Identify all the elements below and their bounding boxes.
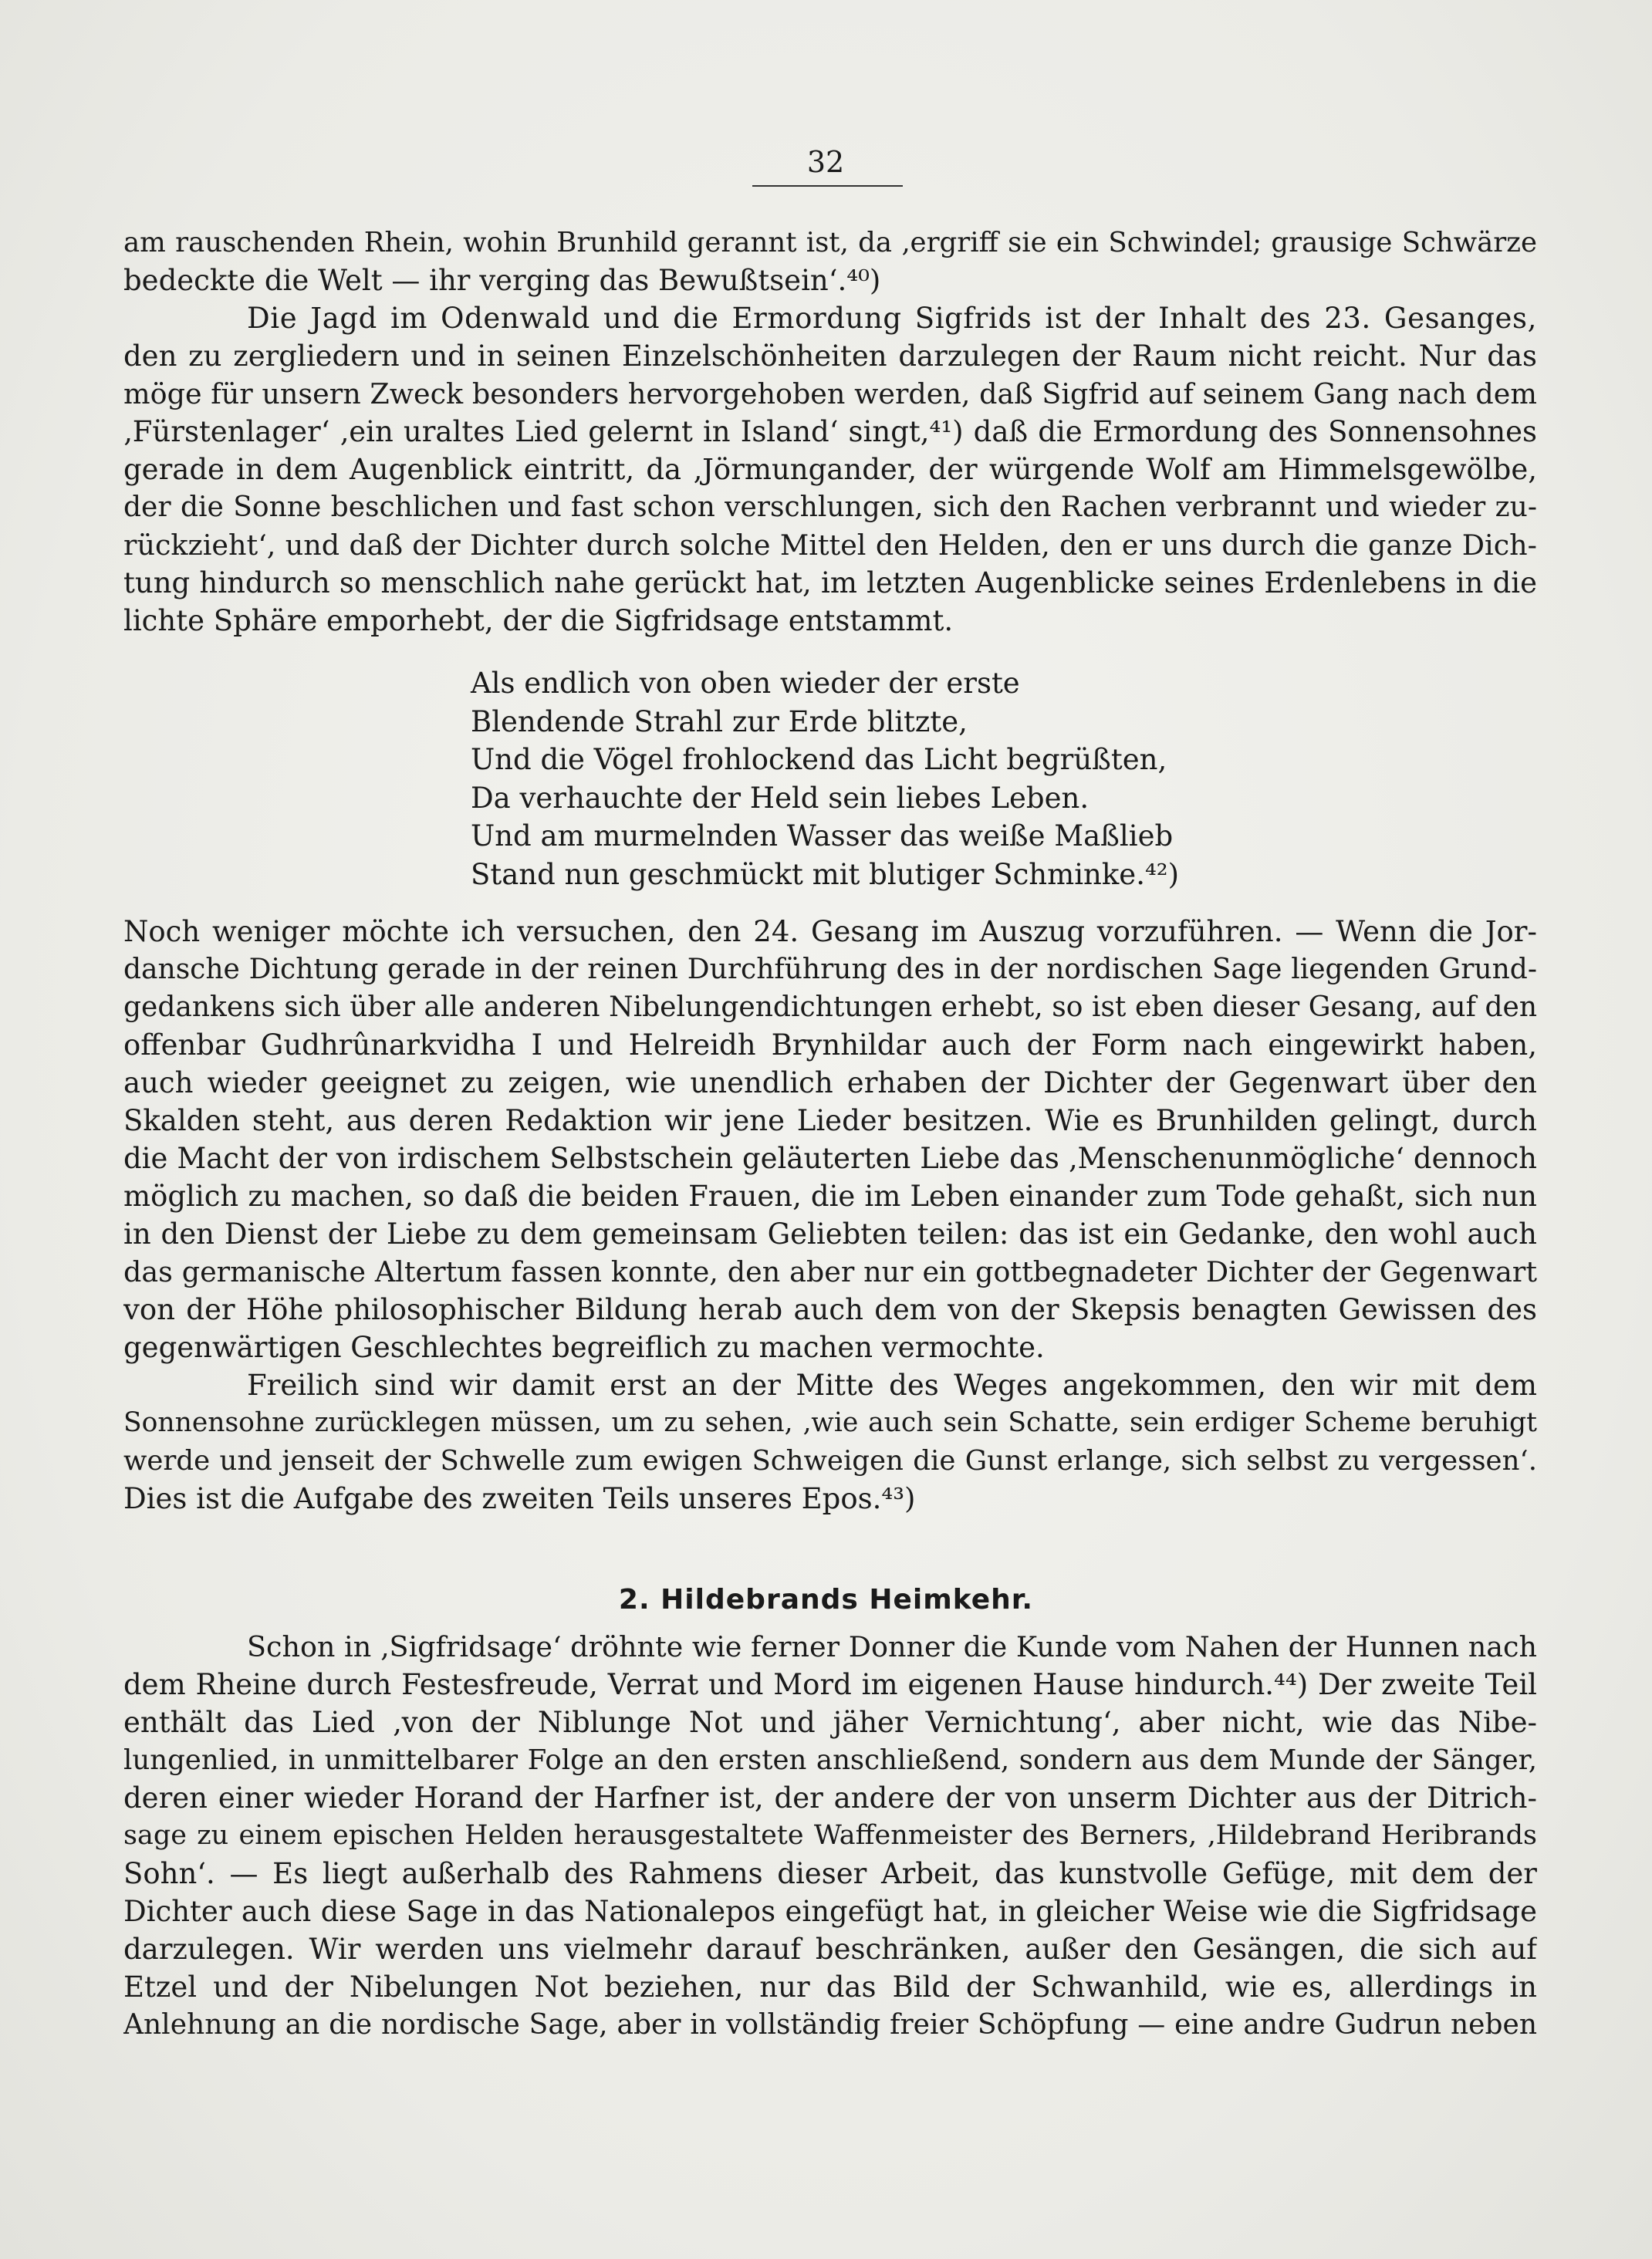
text-line: in den Dienst der Liebe zu dem gemeinsam Geliebten teilen: das ist ein Gedanke, den wohl auch bbox=[123, 1217, 1537, 1251]
verse-line: Stand nun geschmückt mit blutiger Schminke.⁴²) bbox=[471, 857, 1180, 891]
text-line: gedankens sich über alle anderen Nibelungendichtungen erhebt, so ist eben dieser Gesang, auf den bbox=[123, 991, 1537, 1023]
text-line: werde und jenseit der Schwelle zum ewigen Schweigen die Gunst erlange, sich selbst zu vergessen‘. bbox=[123, 1445, 1537, 1477]
verse-line: Als endlich von oben wieder der erste bbox=[471, 667, 1020, 700]
text-line: von der Höhe philosophischer Bildung herab auch dem von der Skepsis benagten Gewissen des bbox=[123, 1293, 1537, 1326]
text-line: enthält das Lied ‚von der Niblunge Not und jäher Vernichtung‘, aber nicht, wie das Nibe- bbox=[123, 1706, 1537, 1739]
verse-line: Blendende Strahl zur Erde blitzte, bbox=[471, 704, 968, 738]
text-line: tung hindurch so menschlich nahe gerückt hat, im letzten Augenblicke seines Erdenlebens in die bbox=[123, 566, 1537, 599]
text-line: gerade in dem Augenblick eintritt, da ‚Jörmungander, der würgende Wolf am Himmelsgewölbe, bbox=[123, 453, 1537, 486]
text-line: bedeckte die Welt — ihr verging das Bewußtsein‘.⁴⁰) bbox=[123, 264, 881, 297]
text-line: Die Jagd im Odenwald und die Ermordung Sigfrids ist der Inhalt des 23. Gesanges, bbox=[247, 302, 1537, 335]
text-line: Sonnensohne zurücklegen müssen, um zu sehen, ‚wie auch sein Schatte, sein erdiger Scheme beruhigt bbox=[123, 1407, 1537, 1438]
text-line: Noch weniger möchte ich versuchen, den 24. Gesang im Auszug vorzuführen. — Wenn die Jor- bbox=[123, 915, 1537, 948]
text-line: darzulegen. Wir werden uns vielmehr darauf beschränken, außer den Gesängen, die sich auf bbox=[123, 1933, 1537, 1966]
verse-line: Und am murmelnden Wasser das weiße Maßlieb bbox=[471, 819, 1174, 853]
text-line: die Macht der von irdischem Selbstschein geläuterten Liebe das ‚Menschenunmögliche‘ dennoch bbox=[123, 1142, 1537, 1175]
text-line: am rauschenden Rhein, wohin Brunhild gerannt ist, da ‚ergriff sie ein Schwindel; grausige Schwärze bbox=[123, 227, 1537, 258]
page-number-rule bbox=[752, 185, 903, 187]
text-line: Etzel und der Nibelungen Not beziehen, nur das Bild der Schwanhild, wie es, allerdings in bbox=[123, 1970, 1537, 2004]
text-line: offenbar Gudhrûnarkvidha I und Helreidh Brynhildar auch der Form nach eingewirkt haben, bbox=[123, 1028, 1537, 1062]
text-line: Dichter auch diese Sage in das Nationalepos eingefügt hat, in gleicher Weise wie die Sigfridsage bbox=[123, 1895, 1537, 1928]
text-line: dansche Dichtung gerade in der reinen Durchführung des in der nordischen Sage liegenden Grund- bbox=[123, 954, 1537, 985]
text-line: möge für unsern Zweck besonders hervorgehoben werden, daß Sigfrid auf seinem Gang nach dem bbox=[123, 377, 1537, 410]
paragraph-block-1 bbox=[123, 224, 1537, 640]
text-line: deren einer wieder Horand der Harfner ist, der andere der von unserm Dichter aus der Ditrich- bbox=[123, 1781, 1537, 1815]
text-line: Schon in ‚Sigfridsage‘ dröhnte wie ferner Donner die Kunde vom Nahen der Hunnen nach bbox=[247, 1630, 1537, 1663]
text-line: Sohn‘. — Es liegt außerhalb des Rahmens dieser Arbeit, das kunstvolle Gefüge, mit dem der bbox=[123, 1857, 1537, 1890]
text-line: dem Rheine durch Festesfreude, Verrat und Mord im eigenen Hause hindurch.⁴⁴) Der zweite Teil bbox=[123, 1668, 1537, 1701]
text-line: rückzieht‘, und daß der Dichter durch solche Mittel den Helden, den er uns durch die ganze Dich- bbox=[123, 528, 1537, 562]
verse-line: Da verhauchte der Held sein liebes Leben. bbox=[471, 781, 1090, 815]
paragraph-block-3 bbox=[123, 1628, 1537, 2044]
text-line: lichte Sphäre emporhebt, der die Sigfridsage entstammt. bbox=[123, 604, 954, 637]
text-line: Skalden steht, aus deren Redaktion wir jene Lieder besitzen. Wie es Brunhilden gelingt, durch bbox=[123, 1104, 1537, 1137]
text-line: Freilich sind wir damit erst an der Mitte des Weges angekommen, den wir mit dem bbox=[247, 1369, 1537, 1402]
verse-quotation bbox=[471, 664, 1179, 893]
text-line: den zu zergliedern und in seinen Einzelschönheiten darzulegen der Raum nicht reicht. Nur das bbox=[123, 339, 1537, 373]
text-line: gegenwärtigen Geschlechtes begreiflich zu machen vermochte. bbox=[123, 1331, 1045, 1364]
text-line: möglich zu machen, so daß die beiden Frauen, die im Leben einander zum Tode gehaßt, sich nun bbox=[123, 1180, 1537, 1213]
text-line: das germanische Altertum fassen konnte, den aber nur ein gottbegnadeter Dichter der Gegenwart bbox=[123, 1255, 1537, 1288]
text-line: lungenlied, in unmittelbarer Folge an den ersten anschließend, sondern aus dem Munde der Sänger, bbox=[123, 1744, 1537, 1776]
text-line: sage zu einem epischen Helden herausgestaltete Waffenmeister des Berners, ‚Hildebrand Heribrands bbox=[123, 1820, 1537, 1851]
page-number: 32 bbox=[806, 145, 845, 179]
text-line: ‚Fürstenlager‘ ‚ein uraltes Lied gelernt in Island‘ singt,⁴¹) daß die Ermordung des Sonnensohnes bbox=[123, 415, 1537, 448]
paragraph-block-2 bbox=[123, 913, 1537, 1518]
text-line: der die Sonne beschlichen und fast schon verschlungen, sich den Rachen verbrannt und wieder zu- bbox=[123, 491, 1537, 523]
text-line: Anlehnung an die nordische Sage, aber in vollständig freier Schöpfung — eine andre Gudrun neben bbox=[123, 2009, 1537, 2041]
verse-line: Und die Vögel frohlockend das Licht begrüßten, bbox=[471, 743, 1167, 776]
text-line: Dies ist die Aufgabe des zweiten Teils unseres Epos.⁴³) bbox=[123, 1482, 916, 1515]
text-line: auch wieder geeignet zu zeigen, wie unendlich erhaben der Dichter der Gegenwart über den bbox=[123, 1066, 1537, 1099]
section-heading: 2. Hildebrands Heimkehr. bbox=[618, 1584, 1034, 1616]
